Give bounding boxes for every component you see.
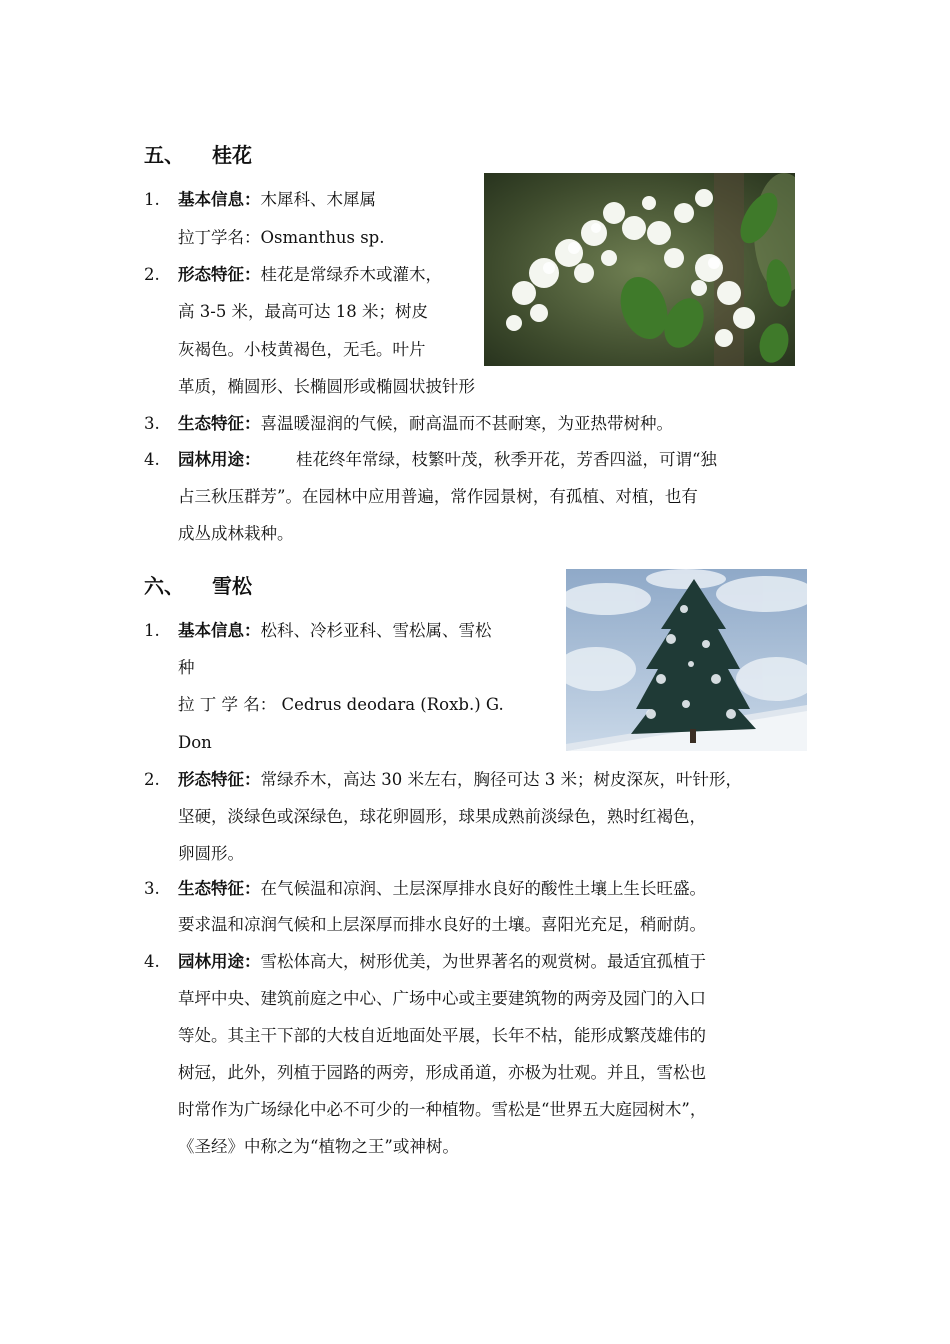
item-text: 占三秋压群芳”。在园林中应用普遍，常作园景树，有孤植、对植，也有 bbox=[178, 487, 698, 506]
item-text: 松科、冷杉亚科、雪松属、雪松 bbox=[260, 621, 492, 640]
item-number: 4. bbox=[144, 952, 160, 971]
section-number: 五、 bbox=[144, 143, 184, 167]
item-text: 桂花终年常绿，枝繁叶茂，秋季开花，芳香四溢，可谓“独 bbox=[296, 450, 717, 469]
section-heading-osmanthus bbox=[144, 139, 252, 168]
item-text: 时常作为广场绿化中必不可少的一种植物。雪松是“世界五大庭园树木”， bbox=[178, 1100, 707, 1119]
item-label: 生态特征： bbox=[178, 414, 261, 433]
item-text: 高 3-5 米，最高可达 18 米；树皮 bbox=[178, 302, 429, 321]
item-text: 等处。其主干下部的大枝自近地面处平展，长年不枯，能形成繁茂雄伟的 bbox=[178, 1026, 706, 1045]
item-text: 常绿乔木，高达 30 米左右，胸径可达 3 米；树皮深灰，叶针形， bbox=[260, 770, 742, 789]
osmanthus-photo bbox=[484, 173, 795, 366]
item-text: 革质，椭圆形、长椭圆形或椭圆状披针形 bbox=[178, 377, 475, 396]
cedar-photo bbox=[566, 569, 807, 751]
item-text: 拉丁学名：Osmanthus sp. bbox=[178, 228, 385, 247]
item-text: 拉 丁 学 名： Cedrus deodara (Roxb.) G. bbox=[178, 695, 504, 714]
item-text: 木犀科、木犀属 bbox=[260, 190, 376, 209]
item-label: 生态特征： bbox=[178, 879, 261, 898]
item-text: 坚硬，淡绿色或深绿色，球花卵圆形，球果成熟前淡绿色，熟时红褐色， bbox=[178, 807, 706, 826]
item-text: 灰褐色。小枝黄褐色，无毛。叶片 bbox=[178, 340, 426, 359]
item-number: 4. bbox=[144, 450, 160, 469]
item-text: 雪松体高大，树形优美，为世界著名的观赏树。最适宜孤植于 bbox=[260, 952, 706, 971]
item-text: 桂花是常绿乔木或灌木， bbox=[260, 265, 442, 284]
item-label: 园林用途： bbox=[178, 450, 261, 469]
section-number: 六、 bbox=[144, 574, 184, 598]
item-label: 园林用途： bbox=[178, 952, 261, 971]
item-text: 在气候温和凉润、土层深厚排水良好的酸性土壤上生长旺盛。 bbox=[260, 879, 706, 898]
section-title: 雪松 bbox=[212, 574, 252, 598]
item-text: 《圣经》中称之为“植物之王”或神树。 bbox=[178, 1137, 459, 1156]
item-label: 基本信息： bbox=[178, 621, 261, 640]
item-text: 树冠，此外，列植于园路的两旁，形成甬道，亦极为壮观。并且，雪松也 bbox=[178, 1063, 706, 1082]
section-heading-cedar bbox=[144, 570, 252, 599]
section-title: 桂花 bbox=[212, 143, 252, 167]
item-number: 3. bbox=[144, 879, 160, 898]
item-number: 3. bbox=[144, 414, 160, 433]
item-label: 形态特征： bbox=[178, 265, 261, 284]
item-text: Don bbox=[178, 733, 212, 752]
item-text: 成丛成林栽种。 bbox=[178, 524, 294, 543]
item-number: 2. bbox=[144, 265, 160, 284]
item-text: 草坪中央、建筑前庭之中心、广场中心或主要建筑物的两旁及园门的入口 bbox=[178, 989, 706, 1008]
item-text: 要求温和凉润气候和上层深厚而排水良好的土壤。喜阳光充足，稍耐荫。 bbox=[178, 915, 706, 934]
item-label: 形态特征： bbox=[178, 770, 261, 789]
item-number: 2. bbox=[144, 770, 160, 789]
item-text: 喜温暖湿润的气候，耐高温而不甚耐寒，为亚热带树种。 bbox=[260, 414, 673, 433]
item-number: 1. bbox=[144, 621, 160, 640]
item-number: 1. bbox=[144, 190, 160, 209]
item-text: 种 bbox=[178, 658, 195, 677]
item-label: 基本信息： bbox=[178, 190, 261, 209]
item-text: 卵圆形。 bbox=[178, 844, 244, 863]
